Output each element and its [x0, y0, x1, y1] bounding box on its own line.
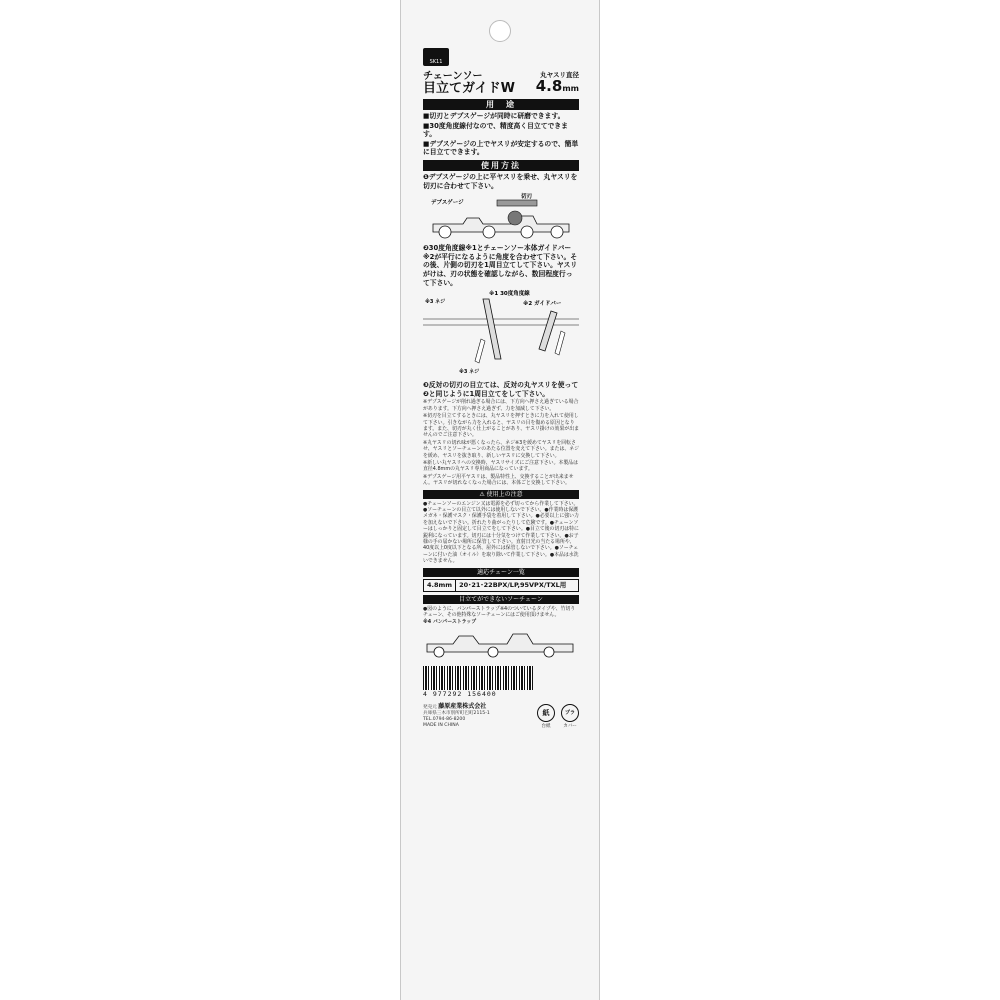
plastic-recycle-label: カバー: [563, 723, 577, 729]
screw-label-2: ※3 ネジ: [459, 369, 480, 376]
maker-tel: TEL.0794-86-8200: [423, 716, 466, 722]
plastic-recycle-mark: [561, 704, 579, 729]
guide-bar-label: ※2 ガイドバー: [523, 301, 562, 308]
size-label: 丸ヤスリ直径: [540, 71, 579, 79]
file-holder-shape: [539, 311, 557, 351]
method-step-3: ❸反対の切刃の目立ては、反対の丸ヤスリを使って❷と同じように1周目立てをして下さい。: [423, 381, 579, 398]
compat-size: 4.8mm: [424, 580, 456, 591]
usage-item: ■30度角度線付なので、精度高く目立てできます。: [423, 121, 568, 139]
method-step-1: ❶デプスゲージの上に平ヤスリを乗せ、丸ヤスリを切刃に合わせて下さい。: [423, 172, 578, 190]
direction-arrow: [555, 331, 565, 355]
chain-link-circle: [483, 226, 495, 238]
maker-info: [423, 704, 579, 729]
size-value: [536, 79, 579, 96]
method-step-2: ❷30度角度線※1とチェーンソー本体ガイドバー※2が平行になるように角度を合わせて下さい。その後、片側の切刃を1周目立てして下さい。ヤスリがけは、刃の状態を確認しながら、数回程度行って下さい。: [423, 244, 578, 287]
title-row: [423, 70, 579, 96]
usage-item: ■切刃とデプスゲージが同時に研磨できます。: [423, 112, 565, 120]
maker-text: [423, 704, 490, 729]
round-file-shape: [508, 211, 522, 225]
incompat-heading: 目立てができないソーチェーン: [423, 595, 579, 604]
paper-recycle-label: 台紙: [541, 723, 551, 729]
chain-link-circle: [551, 226, 563, 238]
paper-recycle-mark: [537, 704, 555, 729]
brand-logo: [423, 48, 449, 66]
size-number: 4.8: [535, 77, 563, 95]
maker-prefix: 発売元: [423, 704, 437, 710]
method-note: ※新しい丸ヤスリへの交換時、ヤスリサイズにご注意下さい。本製品は直径4.8mmの丸ヤスリ専用商品になっています。: [423, 459, 579, 473]
compat-table: [423, 579, 579, 592]
barcode-number: 4 977292 156400: [423, 689, 497, 698]
chain-link-circle: [521, 226, 533, 238]
compat-models: 20･21･22BPX/LP,95VPX/TXL用: [459, 580, 567, 589]
bumper-chain-figure: [423, 628, 579, 658]
chain-link-circle: [434, 647, 444, 657]
depth-gauge-label: デプスゲージ: [431, 200, 464, 207]
usage-item: ■デプスゲージの上でヤスリが安定するので、簡単に目立てできます。: [423, 139, 579, 157]
chain-figure-2: [423, 289, 579, 379]
direction-arrow: [475, 339, 485, 363]
file-size-box: [536, 70, 579, 96]
method-note: ※丸ヤスリの切れ味が悪くなったら、ネジ※3を緩めてヤスリを回転させ、ヤスリとソーチェーンのあたる位置を変えて下さい。または、ネジを緩め、ヤスリを抜き取り、新しいヤスリに交換して下さい。: [423, 439, 580, 459]
maker-name: 藤原産業株式会社: [438, 702, 487, 710]
incompat-text: ●図のように、バンパーストラップ※4のついているタイプや、竹切りチェーン、その他特殊なソーチェーンにはご使用頂けません。: [423, 605, 576, 619]
caution-text: ●チェーンソーのエンジン又は電源を必ず切ってから作業して下さい。●ソーチェーンの目立て以外には使用しないで下さい。●作業時は保護メガネ・保護マスク・保護手袋を着用して下さい。●必要以上に強い力を加えないで下さい。折れたり曲がったりして危険です。●チェーンソーはしっかりと固定して目立てをして下さい。●目立て後の切刃は特に鋭利になっています。切刃には十分気をつけて作業して下さい。●お子様の手の届かない場所に保管して下さい。直射日光の当たる場所や、40度以上0度以下となる所、屋外には保管しないで下さい。●ソーチェーンに付いた油（オイル）を取り除いて作業して下さい。●本品は水洗いできません。: [423, 500, 579, 565]
product-title: 目立てガイドW: [423, 81, 515, 96]
paper-recycle-icon: 紙: [537, 704, 555, 722]
size-unit: mm: [562, 84, 579, 93]
chain-link-circle: [544, 647, 554, 657]
chain-outline: [433, 216, 569, 232]
maker-address: 兵庫県三木市別所町巴町2115-1: [423, 710, 490, 716]
screw-label: ※3 ネジ: [425, 299, 446, 306]
chain-link-circle: [439, 226, 451, 238]
cutter-label: 切刃: [521, 194, 533, 201]
maker-name-line: [423, 704, 490, 711]
method-note: ※切刃を目立てするときには、丸ヤスリを押すときに力を入れて使用して下さい。引きながら力を入れると、ヤスリの目を傷める原因となります。また、切刃が丸く仕上がることがあり、ヤスリ掛けの効果が出ませんのでご注意下さい。: [423, 413, 580, 439]
logo-text: SK11: [429, 59, 443, 65]
file-holder-shape: [483, 299, 501, 359]
method-heading: 使用方法: [423, 160, 579, 171]
made-in: MADE IN CHINA: [423, 722, 459, 728]
method-note: ※デプスゲージ用平ヤスリは、製品特性上、交換することが出来ません。ヤスリが切れなくなった場合には、本体ごと交換して下さい。: [423, 473, 574, 487]
hang-hole: [489, 20, 511, 42]
product-card: [400, 0, 600, 1000]
card-content: [423, 48, 579, 729]
compat-heading: 適応チェーン一覧: [423, 568, 579, 577]
bumper-strap-label: ※4 バンパーストラップ: [423, 619, 477, 626]
flat-file-shape: [497, 200, 537, 206]
method-note: ※デプスゲージが削れ過ぎる場合には、下方向へ押さえ過ぎている場合があります。下方向へ押さえ過ぎず、力を加減して下さい。: [423, 399, 579, 412]
angle-line-label: ※1 30度角度線: [489, 291, 530, 298]
recycle-marks: [537, 704, 579, 729]
barcode: [423, 666, 533, 690]
plastic-recycle-icon: プラ: [561, 704, 579, 722]
chain-figure-1: [423, 192, 579, 242]
usage-heading: 用 途: [423, 99, 579, 110]
caution-heading: ⚠ 使用上の注意: [423, 490, 579, 499]
chain-link-circle: [488, 647, 498, 657]
product-subtitle: チェーンソー: [423, 71, 483, 82]
